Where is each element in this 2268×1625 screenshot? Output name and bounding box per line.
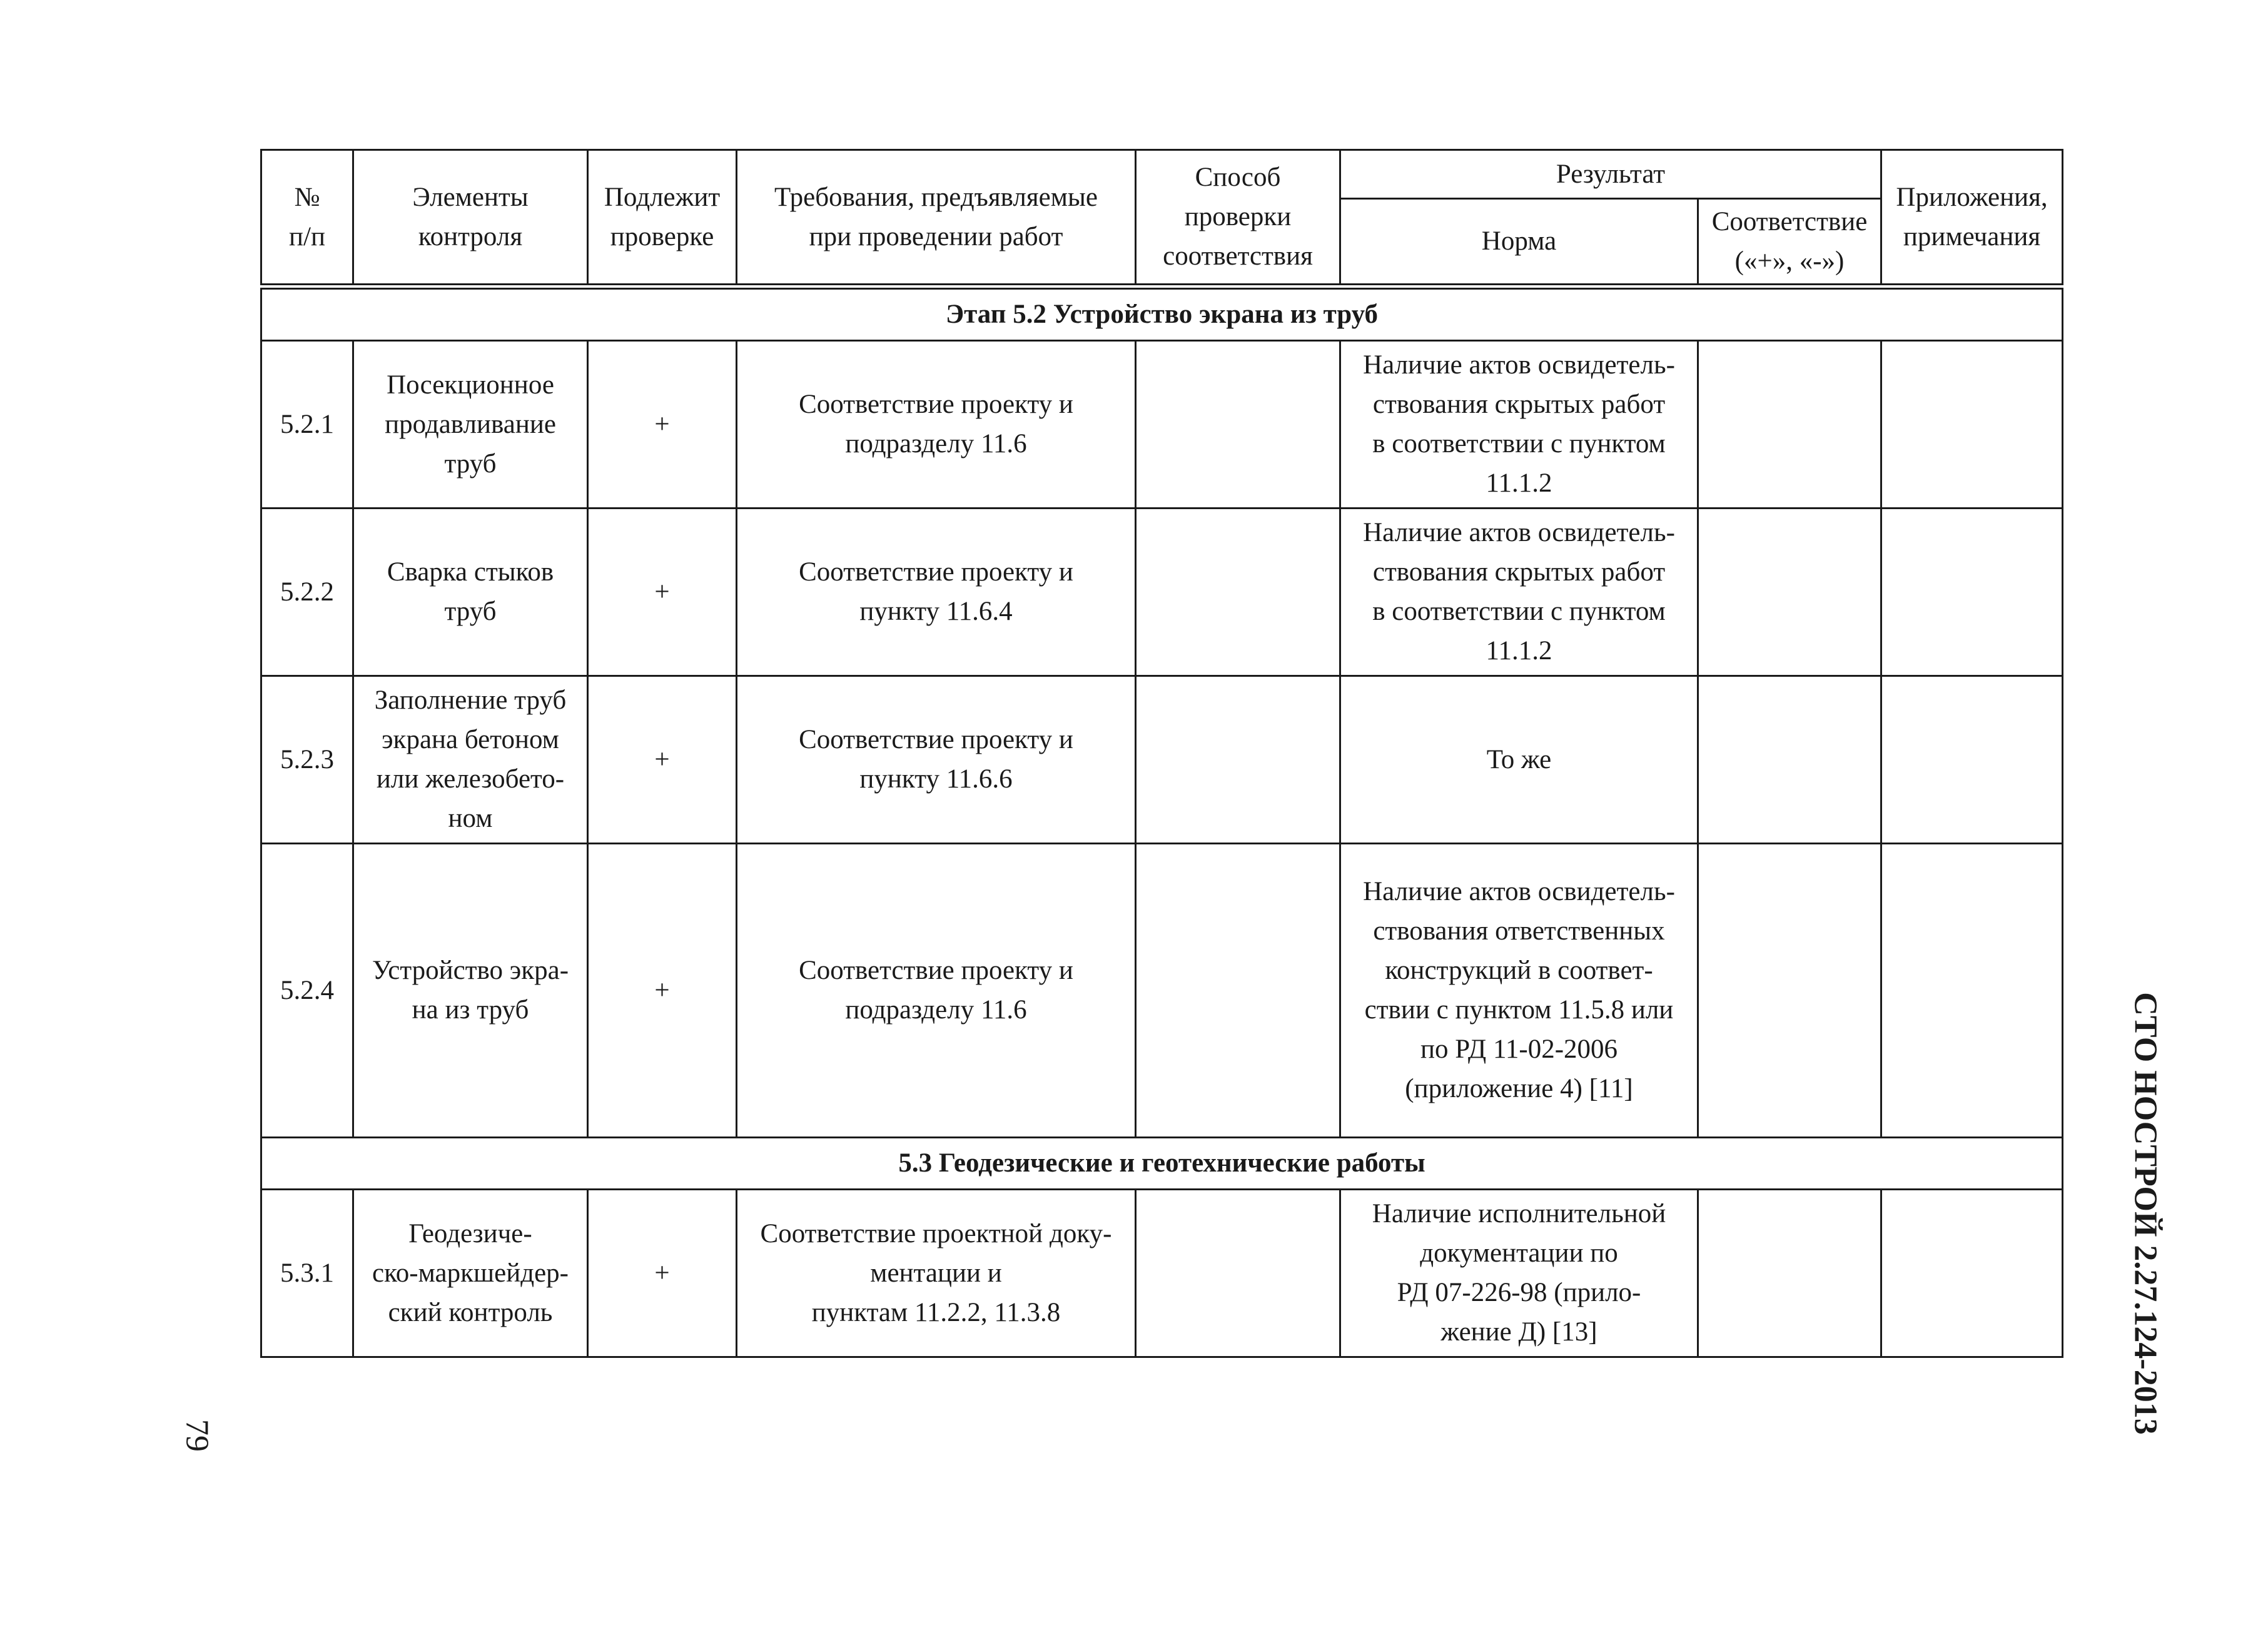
cell-requirement: Соответствие проекту и подразделу 11.6: [737, 340, 1136, 508]
header-norm: Норма: [1340, 199, 1698, 286]
cell-element: Геодезиче- ско-маркшейдер- ский контроль: [353, 1189, 588, 1357]
table-row: [261, 676, 2063, 843]
document-designation: СТО НОСТРОЙ 2.27.124-2013: [2127, 992, 2164, 1435]
header-subject: Подлежит проверке: [588, 150, 737, 286]
table-header: [261, 150, 2063, 286]
header-compliance: Соответствие («+», «-»): [1698, 199, 1881, 286]
cell-subject: +: [588, 508, 737, 676]
cell-num: 5.2.2: [261, 508, 353, 676]
header-notes: Приложения, примечания: [1881, 150, 2063, 286]
page-number: 79: [179, 1419, 215, 1452]
cell-norm: Наличие актов освидетель- ствования ответственных конструкций в соответ- ствии с пунктом 11.5.8 или по РД 11-02-2006 (приложение 4) [11]: [1340, 843, 1698, 1137]
cell-notes: [1881, 676, 2063, 843]
table-row: [261, 508, 2063, 676]
header-num: № п/п: [261, 150, 353, 286]
cell-subject: +: [588, 843, 737, 1137]
cell-method: [1136, 1189, 1340, 1357]
cell-method: [1136, 508, 1340, 676]
cell-compliance: [1698, 1189, 1881, 1357]
cell-element: Посекционное продавливание труб: [353, 340, 588, 508]
cell-notes: [1881, 1189, 2063, 1357]
cell-compliance: [1698, 843, 1881, 1137]
cell-subject: +: [588, 340, 737, 508]
cell-requirement: Соответствие проекту и пункту 11.6.4: [737, 508, 1136, 676]
cell-norm: Наличие исполнительной документации по РД 07-226-98 (прило- жение Д) [13]: [1340, 1189, 1698, 1357]
section-title: 5.3 Геодезические и геотехнические работы: [261, 1137, 2063, 1189]
cell-norm: Наличие актов освидетель- ствования скрытых работ в соответствии с пунктом 11.1.2: [1340, 508, 1698, 676]
cell-subject: +: [588, 1189, 737, 1357]
cell-norm: То же: [1340, 676, 1698, 843]
cell-notes: [1881, 843, 2063, 1137]
cell-requirement: Соответствие проектной доку- ментации и пунктам 11.2.2, 11.3.8: [737, 1189, 1136, 1357]
cell-subject: +: [588, 676, 737, 843]
table-row: [261, 843, 2063, 1137]
cell-notes: [1881, 340, 2063, 508]
table-row: [261, 340, 2063, 508]
cell-norm: Наличие актов освидетель- ствования скрытых работ в соответствии с пунктом 11.1.2: [1340, 340, 1698, 508]
cell-notes: [1881, 508, 2063, 676]
control-table: [260, 149, 2063, 1358]
cell-compliance: [1698, 508, 1881, 676]
cell-num: 5.2.1: [261, 340, 353, 508]
table-body: [261, 286, 2063, 1357]
cell-method: [1136, 843, 1340, 1137]
section-heading-row: [261, 286, 2063, 341]
header-row: [261, 150, 2063, 199]
cell-method: [1136, 676, 1340, 843]
header-elements: Элементы контроля: [353, 150, 588, 286]
cell-num: 5.2.4: [261, 843, 353, 1137]
cell-num: 5.2.3: [261, 676, 353, 843]
header-requirements: Требования, предъявляемые при проведении работ: [737, 150, 1136, 286]
header-method: Способ проверки соответствия: [1136, 150, 1340, 286]
section-heading-row: [261, 1137, 2063, 1189]
cell-requirement: Соответствие проекту и подразделу 11.6: [737, 843, 1136, 1137]
cell-compliance: [1698, 340, 1881, 508]
cell-element: Сварка стыков труб: [353, 508, 588, 676]
cell-method: [1136, 340, 1340, 508]
section-title: Этап 5.2 Устройство экрана из труб: [261, 286, 2063, 341]
header-result: Результат: [1340, 150, 1881, 199]
cell-element: Устройство экра- на из труб: [353, 843, 588, 1137]
cell-requirement: Соответствие проекту и пункту 11.6.6: [737, 676, 1136, 843]
cell-num: 5.3.1: [261, 1189, 353, 1357]
table-row: [261, 1189, 2063, 1357]
cell-element: Заполнение труб экрана бетоном или железобето- ном: [353, 676, 588, 843]
cell-compliance: [1698, 676, 1881, 843]
